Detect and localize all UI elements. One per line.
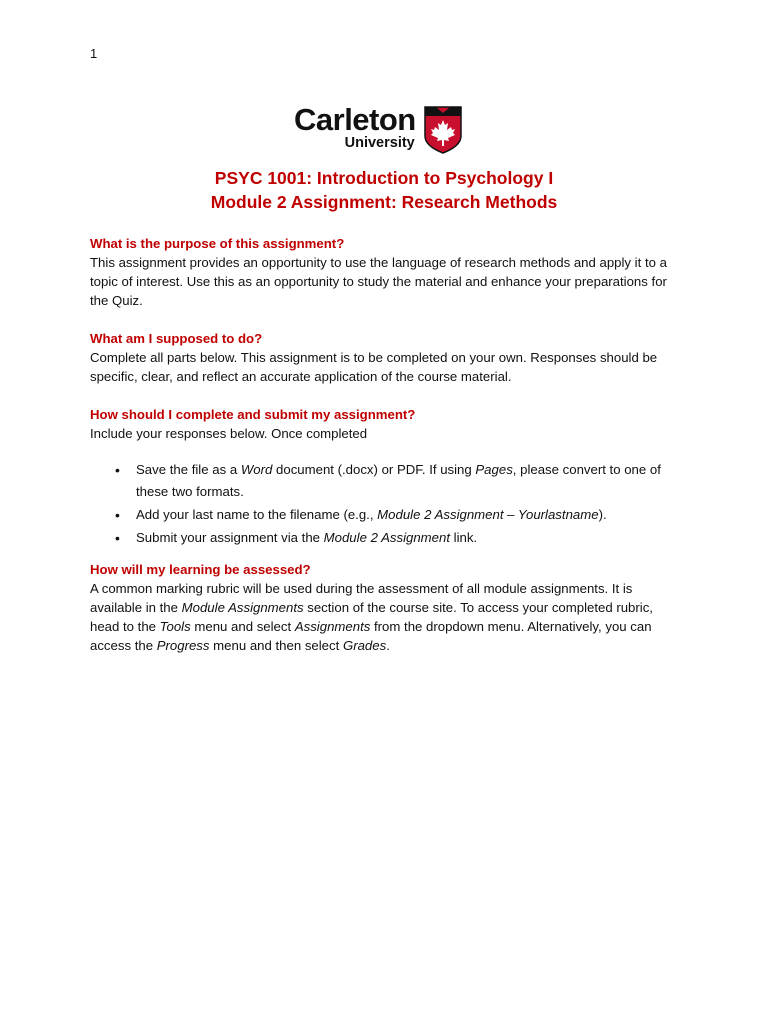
todo-heading: What am I supposed to do? bbox=[90, 331, 263, 346]
purpose-text: This assignment provides an opportunity to use the language of research methods and apply it to a topic of interest. Use this as an opportunity to study the material and enhance your preparations for the Quiz. bbox=[90, 255, 667, 308]
maple-leaf-shield-icon bbox=[424, 106, 462, 154]
assessment-text: A common marking rubric will be used during the assessment of all module assignments. It is available in the Module Assignments section of the course site. To access your completed rubric, head to the Tools menu and select Assignments from the dropdown menu. Alternatively, you can access the Progress menu and then select Grades. bbox=[90, 581, 653, 653]
todo-text: Complete all parts below. This assignment is to be completed on your own. Responses should be specific, clear, and reflect an accurate application of the course material. bbox=[90, 350, 658, 384]
assessment-heading: How will my learning be assessed? bbox=[90, 562, 311, 577]
list-item: • Save the file as a Word document (.docx) or PDF. If using Pages, please convert to one of these two formats. bbox=[136, 459, 680, 503]
submit-intro: Include your responses below. Once completed bbox=[90, 426, 368, 441]
assignment-title: Module 2 Assignment: Research Methods bbox=[210, 192, 558, 212]
submission-steps-list bbox=[90, 459, 680, 549]
purpose-heading: What is the purpose of this assignment? bbox=[90, 236, 345, 251]
list-item: • Submit your assignment via the Module 2 Assignment link. bbox=[136, 527, 680, 549]
list-item: • Add your last name to the filename (e.g., Module 2 Assignment – Yourlastname). bbox=[136, 504, 680, 526]
carleton-logo bbox=[294, 104, 462, 154]
logo-subtitle: University bbox=[344, 135, 415, 151]
page-number: 1 bbox=[90, 46, 98, 61]
course-title: PSYC 1001: Introduction to Psychology I bbox=[214, 168, 554, 188]
submit-heading: How should I complete and submit my assignment? bbox=[90, 407, 416, 422]
logo-wordmark: Carleton bbox=[294, 102, 416, 137]
document-body bbox=[90, 234, 680, 655]
